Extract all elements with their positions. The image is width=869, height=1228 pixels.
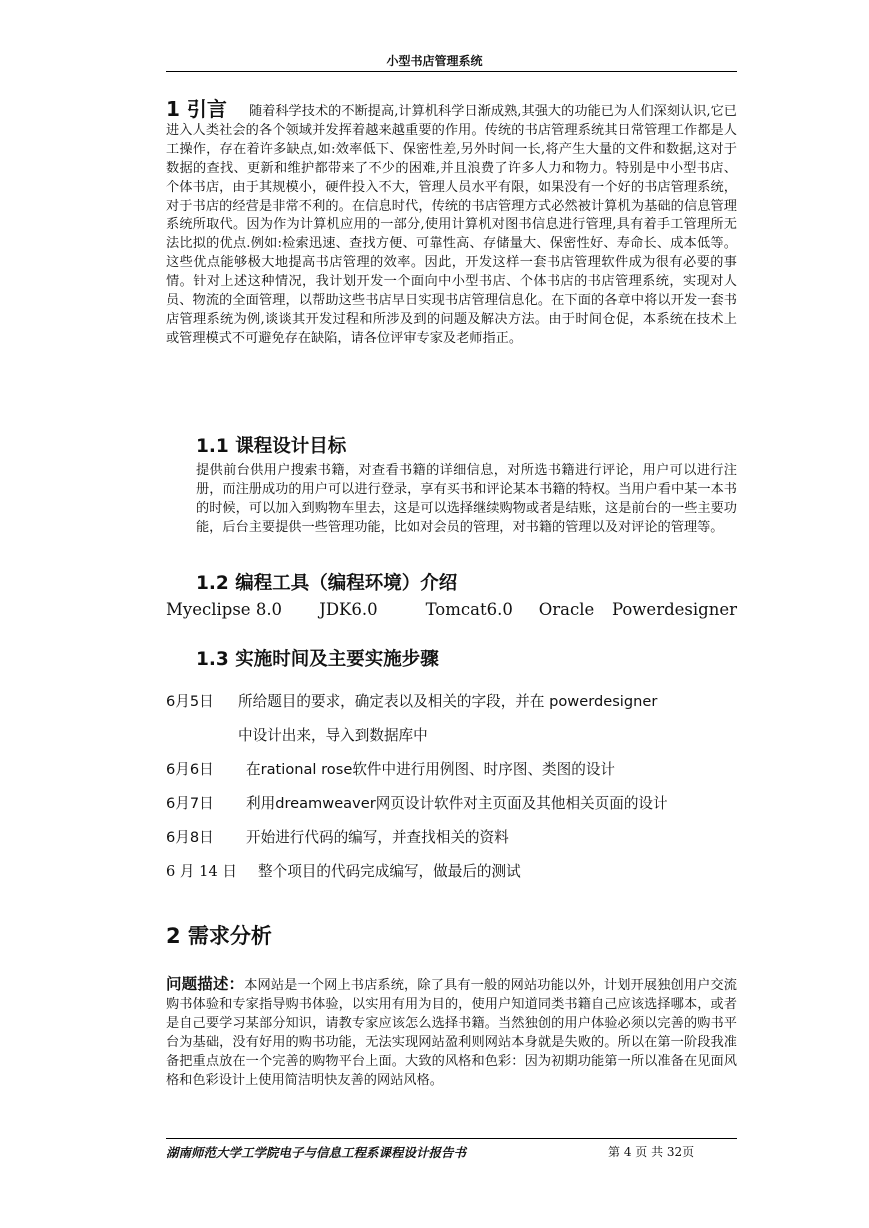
tool-item: Powerdesigner <box>611 600 737 619</box>
schedule-date: 6月5日 <box>166 693 214 710</box>
requirements-paragraph <box>166 975 737 1090</box>
schedule-text: 所给题目的要求，确定表以及相关的字段，并在 powerdesigner <box>238 693 658 710</box>
tools-list <box>166 600 737 619</box>
intro-body: 随着科学技术的不断提高,计算机科学日渐成熟,其强大的功能已为人们深刻认识,它已进入人类社会的各个领域并发挥着越来越重要的作用。传统的书店管理系统其日常管理工作都是人工操作，存在着许多缺点,如:效率低下、保密性差,另外时间一长,将产生大量的文件和数据,这对于数据的查找、更新和维护都带来了不少的困难,并且浪费了许多人力和物力。特别是中小型书店、个体书店，由于其规模小，硬件投入不大，管理人员水平有限，如果没有一个好的书店管理系统，对于书店的经营是非常不利的。在信息时代，传统的书店管理方式必然被计算机为基础的信息管理系统所取代。因为作为计算机应用的一部分,使用计算机对图书信息进行管理,具有着手工管理所无法比拟的优点.例如:检索迅速、查找方便、可靠性高、存储量大、保密性好、寿命长、成本低等。这些优点能够极大地提高书店管理的效率。因此，开发这样一套书店管理软件成为很有必要的事情。针对上述这种情况，我计划开发一个面向中小型书店、个体书店的书店管理系统，实现对人员、物流的全面管理，以帮助这些书店早日实现书店管理信息化。在下面的各章中将以开发一套书店管理系统为例,谈谈其开发过程和所涉及到的问题及解决方法。由于时间仓促，本系统在技术上或管理模式不可避免存在缺陷，请各位评审专家及老师指正。 <box>166 104 737 346</box>
schedule-date: 6月8日 <box>166 829 214 846</box>
schedule-heading: 1.3 实施时间及主要实施步骤 <box>196 649 439 670</box>
schedule-date: 6 月 14 日 <box>166 863 237 880</box>
tool-item: Oracle <box>538 600 595 619</box>
schedule-text: 开始进行代码的编写，并查找相关的资料 <box>246 829 509 846</box>
tool-item: Myeclipse 8.0 <box>166 600 283 619</box>
footer-institution: 湖南师范大学工学院电子与信息工程系课程设计报告书 <box>166 1145 467 1160</box>
requirements-body: 本网站是一个网上书店系统，除了具有一般的网站功能以外，计划开展独创用户交流购书体验和专家指导购书体验，以实用有用为目的，使用户知道同类书籍自己应该选择哪本，或者是自己要学习某部分知识，请教专家应该怎么选择书籍。当然独创的用户体验必须以完善的购书平台为基础，没有好用的购书功能，无法实现网站盈利则网站本身就是失败的。所以在第一阶段我准备把重点放在一个完善的购物平台上面。大致的风格和色彩：因为初期功能第一所以准备在见面风格和色彩设计上使用简洁明快友善的网站风格。 <box>166 978 737 1088</box>
schedule-text: 整个项目的代码完成编写，做最后的测试 <box>258 863 521 880</box>
goal-body: 提供前台供用户搜索书籍，对查看书籍的详细信息，对所选书籍进行评论，用户可以进行注册，而注册成功的用户可以进行登录，享有买书和评论某本书籍的特权。当用户看中某一本书的时候，可以加入到购物车里去，这是可以选择继续购物或者是结账，这是前台的一些主要功能，后台主要提供一些管理功能，比如对会员的管理，对书籍的管理以及对评论的管理等。 <box>196 463 737 535</box>
schedule-date: 6月6日 <box>166 761 214 778</box>
page-number: 第 4 页 共 32页 <box>608 1145 695 1159</box>
schedule-date: 6月7日 <box>166 795 214 812</box>
page-header-title: 小型书店管理系统 <box>386 54 483 68</box>
schedule-text: 利用dreamweaver网页设计软件对主页面及其他相关页面的设计 <box>246 795 668 812</box>
tool-item: Tomcat6.0 <box>425 600 513 619</box>
intro-paragraph <box>166 97 737 349</box>
requirements-lead: 问题描述： <box>166 975 245 993</box>
header-rule <box>166 71 737 72</box>
footer-rule <box>166 1138 737 1139</box>
schedule-text: 在rational rose软件中进行用例图、时序图、类图的设计 <box>246 761 616 778</box>
intro-heading: 1 引言 <box>166 97 227 121</box>
goal-heading: 1.1 课程设计目标 <box>196 436 347 457</box>
schedule-text-cont: 中设计出来，导入到数据库中 <box>238 727 428 744</box>
tool-item: JDK6.0 <box>319 600 378 619</box>
tools-heading: 1.2 编程工具（编程环境）介绍 <box>196 573 458 594</box>
requirements-heading: 2 需求分析 <box>166 924 272 948</box>
